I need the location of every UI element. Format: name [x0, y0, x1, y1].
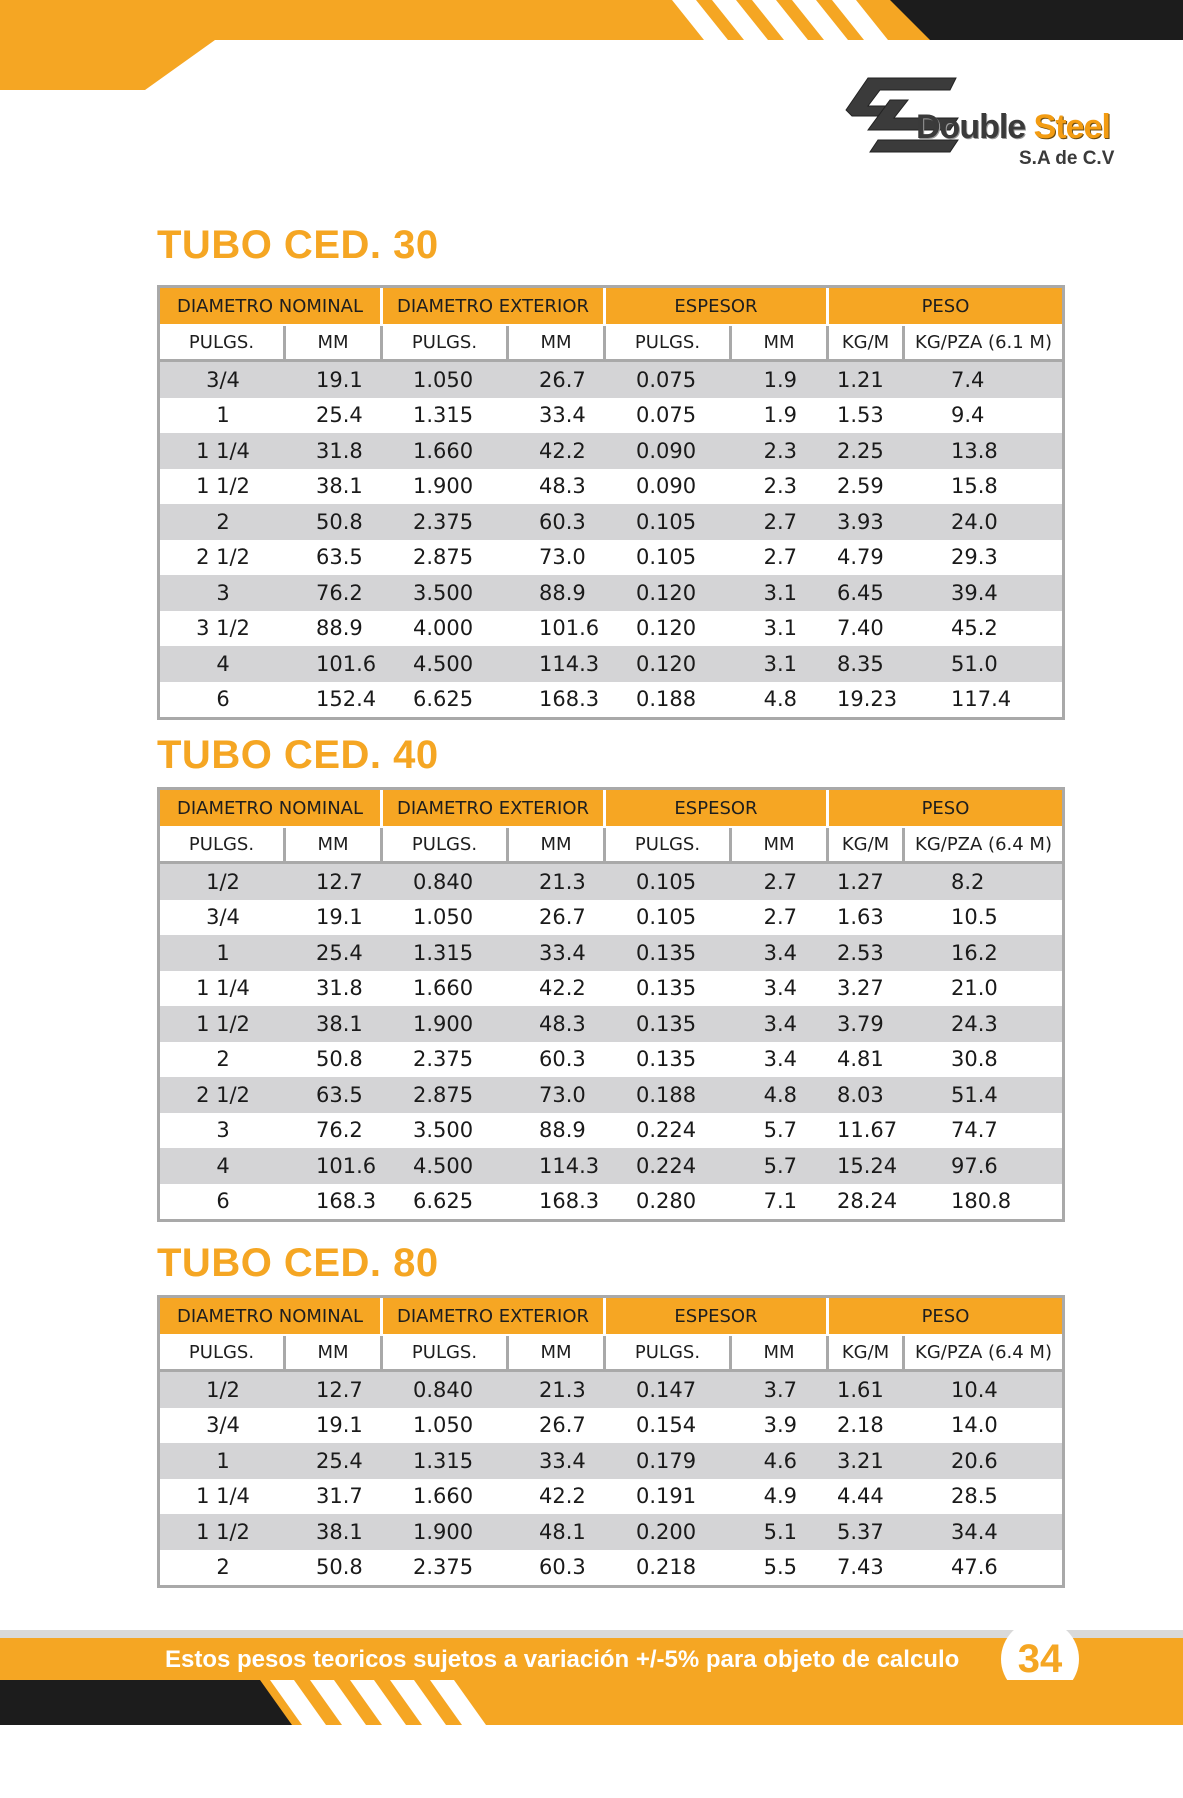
cell-exterior-pulgs: 0.840: [413, 1377, 474, 1402]
logo-word-double: Double: [916, 108, 1026, 146]
cell-peso-kgpza: 16.2: [951, 940, 998, 965]
cell-peso-kgm: 7.43: [837, 1555, 884, 1580]
cell-espesor-mm: 5.7: [763, 1118, 797, 1143]
sub-header-cell: PULGS.: [606, 1336, 732, 1369]
cell-espesor-pulgs: 0.105: [636, 869, 697, 894]
cell-peso-kgpza: 97.6: [951, 1153, 998, 1178]
cell-peso-kgm: 1.61: [837, 1377, 884, 1402]
sub-header-cell: MM: [509, 1336, 606, 1369]
cell-espesor-mm: 3.1: [763, 651, 797, 676]
cell-exterior-mm: 33.4: [539, 1448, 586, 1473]
company-logo: [838, 70, 1128, 180]
cell-exterior-mm: 114.3: [539, 651, 600, 676]
cell-peso-kgpza: 7.4: [951, 367, 985, 392]
table-row: [160, 1077, 1062, 1113]
footer-decoration: [0, 1680, 1183, 1725]
cell-exterior-pulgs: 1.050: [413, 1413, 474, 1438]
group-header-row: [160, 1298, 1062, 1334]
cell-peso-kgm: 8.03: [837, 1082, 884, 1107]
group-header-cell: DIAMETRO NOMINAL: [160, 790, 383, 826]
table-body: [160, 1372, 1062, 1585]
group-header-cell: PESO: [829, 288, 1062, 324]
group-header-cell: DIAMETRO EXTERIOR: [383, 288, 606, 324]
cell-exterior-mm: 21.3: [539, 1377, 586, 1402]
cell-nominal-mm: 76.2: [316, 580, 363, 605]
cell-nominal-pulgs: 2 1/2: [196, 545, 250, 570]
cell-nominal-pulgs: 6: [216, 1189, 230, 1214]
cell-exterior-pulgs: 2.375: [413, 509, 474, 534]
table-row: [160, 682, 1062, 718]
table-row: [160, 362, 1062, 398]
cell-peso-kgpza: 10.4: [951, 1377, 998, 1402]
table-row: [160, 504, 1062, 540]
cell-nominal-mm: 31.8: [316, 438, 363, 463]
cell-peso-kgm: 11.67: [837, 1118, 898, 1143]
cell-nominal-pulgs: 1 1/4: [196, 438, 250, 463]
cell-exterior-pulgs: 6.625: [413, 1189, 474, 1214]
table-row: [160, 1443, 1062, 1479]
sub-header-cell: PULGS.: [606, 828, 732, 861]
cell-exterior-mm: 21.3: [539, 869, 586, 894]
cell-exterior-pulgs: 2.875: [413, 1082, 474, 1107]
cell-exterior-mm: 60.3: [539, 1555, 586, 1580]
cell-nominal-mm: 38.1: [316, 1519, 363, 1544]
cell-espesor-pulgs: 0.120: [636, 616, 697, 641]
cell-nominal-mm: 50.8: [316, 1047, 363, 1072]
table-row: [160, 900, 1062, 936]
cell-espesor-pulgs: 0.154: [636, 1413, 697, 1438]
sub-header-cell: MM: [732, 828, 829, 861]
table-ced40: [157, 787, 1065, 1222]
table-row: [160, 971, 1062, 1007]
cell-espesor-pulgs: 0.135: [636, 1047, 697, 1072]
group-header-cell: DIAMETRO NOMINAL: [160, 288, 383, 324]
cell-nominal-mm: 63.5: [316, 1082, 363, 1107]
table-title-ced30: TUBO CED. 30: [157, 223, 439, 267]
cell-nominal-mm: 12.7: [316, 869, 363, 894]
group-header-cell: DIAMETRO EXTERIOR: [383, 790, 606, 826]
table-row: [160, 1042, 1062, 1078]
cell-nominal-pulgs: 1 1/2: [196, 474, 250, 499]
sub-header-cell: PULGS.: [160, 828, 286, 861]
cell-nominal-pulgs: 4: [216, 651, 230, 676]
cell-espesor-mm: 3.4: [763, 1047, 797, 1072]
cell-peso-kgpza: 20.6: [951, 1448, 998, 1473]
cell-espesor-mm: 1.9: [763, 367, 797, 392]
page-number: 34: [1001, 1620, 1079, 1698]
cell-espesor-mm: 5.1: [763, 1519, 797, 1544]
cell-peso-kgm: 4.79: [837, 545, 884, 570]
cell-exterior-mm: 60.3: [539, 509, 586, 534]
sub-header-cell: PULGS.: [160, 326, 286, 359]
cell-peso-kgm: 5.37: [837, 1519, 884, 1544]
cell-exterior-mm: 26.7: [539, 905, 586, 930]
cell-peso-kgm: 2.18: [837, 1413, 884, 1438]
table-row: [160, 1113, 1062, 1149]
cell-exterior-pulgs: 1.315: [413, 403, 474, 428]
table-row: [160, 575, 1062, 611]
cell-peso-kgpza: 180.8: [951, 1189, 1012, 1214]
footer-note: Estos pesos teoricos sujetos a variación +/-5% para objeto de calculo: [165, 1646, 960, 1673]
cell-espesor-mm: 2.3: [763, 474, 797, 499]
cell-espesor-mm: 2.7: [763, 905, 797, 930]
cell-exterior-pulgs: 2.375: [413, 1555, 474, 1580]
cell-espesor-mm: 3.7: [763, 1377, 797, 1402]
cell-peso-kgm: 3.79: [837, 1011, 884, 1036]
cell-peso-kgm: 15.24: [837, 1153, 898, 1178]
group-header-cell: PESO: [829, 1298, 1062, 1334]
cell-nominal-pulgs: 3/4: [206, 367, 240, 392]
cell-exterior-pulgs: 1.660: [413, 1484, 474, 1509]
cell-exterior-pulgs: 1.050: [413, 905, 474, 930]
cell-peso-kgm: 3.21: [837, 1448, 884, 1473]
table-body: [160, 362, 1062, 717]
logo-suffix: S.A de C.V: [1019, 148, 1115, 169]
cell-nominal-mm: 101.6: [316, 1153, 377, 1178]
cell-exterior-mm: 26.7: [539, 1413, 586, 1438]
table-row: [160, 1372, 1062, 1408]
sub-header-cell: KG/PZA (6.4 M): [905, 828, 1062, 861]
cell-peso-kgpza: 8.2: [951, 869, 985, 894]
sub-header-cell: KG/M: [829, 326, 905, 359]
cell-nominal-pulgs: 2: [216, 1555, 230, 1580]
cell-nominal-mm: 38.1: [316, 1011, 363, 1036]
cell-espesor-mm: 2.3: [763, 438, 797, 463]
cell-espesor-pulgs: 0.179: [636, 1448, 697, 1473]
sub-header-row: [160, 324, 1062, 362]
cell-espesor-mm: 5.7: [763, 1153, 797, 1178]
cell-exterior-mm: 33.4: [539, 940, 586, 965]
cell-peso-kgm: 3.93: [837, 509, 884, 534]
cell-espesor-mm: 4.8: [763, 1082, 797, 1107]
cell-espesor-mm: 3.9: [763, 1413, 797, 1438]
cell-exterior-mm: 42.2: [539, 976, 586, 1001]
table-row: [160, 611, 1062, 647]
cell-nominal-mm: 101.6: [316, 651, 377, 676]
cell-nominal-pulgs: 2 1/2: [196, 1082, 250, 1107]
cell-nominal-pulgs: 1 1/4: [196, 976, 250, 1001]
cell-peso-kgm: 1.21: [837, 367, 884, 392]
cell-nominal-mm: 63.5: [316, 545, 363, 570]
sub-header-cell: KG/PZA (6.4 M): [905, 1336, 1062, 1369]
cell-exterior-pulgs: 4.000: [413, 616, 474, 641]
cell-exterior-pulgs: 1.660: [413, 976, 474, 1001]
cell-nominal-mm: 31.7: [316, 1484, 363, 1509]
table-row: [160, 469, 1062, 505]
table-row: [160, 1184, 1062, 1220]
table-row: [160, 1408, 1062, 1444]
cell-exterior-mm: 73.0: [539, 545, 586, 570]
cell-espesor-pulgs: 0.120: [636, 580, 697, 605]
cell-peso-kgpza: 39.4: [951, 580, 998, 605]
cell-espesor-mm: 3.4: [763, 976, 797, 1001]
cell-espesor-mm: 2.7: [763, 545, 797, 570]
table-row: [160, 1148, 1062, 1184]
cell-espesor-mm: 2.7: [763, 869, 797, 894]
sub-header-cell: MM: [732, 326, 829, 359]
logo-wordmark: [916, 108, 1110, 147]
cell-nominal-pulgs: 1/2: [206, 869, 240, 894]
cell-exterior-mm: 101.6: [539, 616, 600, 641]
cell-nominal-mm: 12.7: [316, 1377, 363, 1402]
sub-header-cell: PULGS.: [383, 828, 509, 861]
cell-espesor-pulgs: 0.218: [636, 1555, 697, 1580]
cell-espesor-mm: 4.8: [763, 687, 797, 712]
cell-exterior-pulgs: 1.900: [413, 1011, 474, 1036]
table-row: [160, 1006, 1062, 1042]
cell-espesor-pulgs: 0.188: [636, 1082, 697, 1107]
cell-peso-kgpza: 47.6: [951, 1555, 998, 1580]
cell-nominal-pulgs: 2: [216, 509, 230, 534]
cell-peso-kgm: 28.24: [837, 1189, 898, 1214]
cell-exterior-pulgs: 3.500: [413, 580, 474, 605]
cell-nominal-mm: 50.8: [316, 1555, 363, 1580]
table-title-ced40: TUBO CED. 40: [157, 733, 439, 777]
cell-peso-kgpza: 24.0: [951, 509, 998, 534]
sub-header-cell: MM: [732, 1336, 829, 1369]
cell-nominal-mm: 168.3: [316, 1189, 377, 1214]
cell-nominal-mm: 25.4: [316, 940, 363, 965]
cell-espesor-pulgs: 0.120: [636, 651, 697, 676]
cell-nominal-pulgs: 3: [216, 1118, 230, 1143]
table-row: [160, 864, 1062, 900]
cell-peso-kgpza: 29.3: [951, 545, 998, 570]
cell-espesor-pulgs: 0.075: [636, 403, 697, 428]
cell-nominal-pulgs: 1 1/2: [196, 1011, 250, 1036]
table-row: [160, 1514, 1062, 1550]
cell-peso-kgpza: 30.8: [951, 1047, 998, 1072]
cell-espesor-mm: 4.9: [763, 1484, 797, 1509]
cell-espesor-pulgs: 0.135: [636, 976, 697, 1001]
cell-peso-kgpza: 15.8: [951, 474, 998, 499]
cell-peso-kgpza: 51.4: [951, 1082, 998, 1107]
cell-espesor-pulgs: 0.135: [636, 940, 697, 965]
cell-peso-kgm: 2.53: [837, 940, 884, 965]
cell-exterior-pulgs: 2.375: [413, 1047, 474, 1072]
cell-exterior-pulgs: 1.660: [413, 438, 474, 463]
cell-espesor-pulgs: 0.105: [636, 509, 697, 534]
cell-peso-kgm: 7.40: [837, 616, 884, 641]
cell-nominal-pulgs: 3/4: [206, 905, 240, 930]
cell-peso-kgm: 4.44: [837, 1484, 884, 1509]
cell-exterior-mm: 88.9: [539, 1118, 586, 1143]
cell-espesor-mm: 3.4: [763, 1011, 797, 1036]
cell-espesor-pulgs: 0.224: [636, 1153, 697, 1178]
cell-peso-kgm: 4.81: [837, 1047, 884, 1072]
cell-nominal-pulgs: 1: [216, 403, 230, 428]
cell-nominal-mm: 25.4: [316, 1448, 363, 1473]
cell-exterior-mm: 42.2: [539, 438, 586, 463]
cell-exterior-pulgs: 4.500: [413, 651, 474, 676]
cell-exterior-pulgs: 2.875: [413, 545, 474, 570]
cell-exterior-mm: 168.3: [539, 687, 600, 712]
cell-peso-kgm: 2.25: [837, 438, 884, 463]
cell-exterior-pulgs: 1.900: [413, 1519, 474, 1544]
cell-espesor-pulgs: 0.188: [636, 687, 697, 712]
table-row: [160, 433, 1062, 469]
cell-espesor-mm: 5.5: [763, 1555, 797, 1580]
cell-nominal-mm: 25.4: [316, 403, 363, 428]
cell-peso-kgpza: 9.4: [951, 403, 985, 428]
sub-header-cell: PULGS.: [160, 1336, 286, 1369]
cell-nominal-pulgs: 1 1/2: [196, 1519, 250, 1544]
table-ced80: [157, 1295, 1065, 1588]
cell-peso-kgm: 1.27: [837, 869, 884, 894]
cell-espesor-mm: 7.1: [763, 1189, 797, 1214]
cell-espesor-mm: 1.9: [763, 403, 797, 428]
cell-nominal-pulgs: 6: [216, 687, 230, 712]
cell-exterior-pulgs: 4.500: [413, 1153, 474, 1178]
cell-peso-kgpza: 34.4: [951, 1519, 998, 1544]
cell-peso-kgpza: 74.7: [951, 1118, 998, 1143]
cell-espesor-mm: 4.6: [763, 1448, 797, 1473]
cell-espesor-mm: 3.1: [763, 580, 797, 605]
sub-header-cell: PULGS.: [606, 326, 732, 359]
cell-peso-kgpza: 51.0: [951, 651, 998, 676]
cell-exterior-mm: 48.3: [539, 474, 586, 499]
cell-nominal-mm: 38.1: [316, 474, 363, 499]
table-row: [160, 398, 1062, 434]
group-header-cell: ESPESOR: [606, 790, 829, 826]
sub-header-cell: MM: [286, 828, 383, 861]
cell-exterior-pulgs: 1.315: [413, 1448, 474, 1473]
cell-espesor-pulgs: 0.090: [636, 438, 697, 463]
cell-espesor-pulgs: 0.191: [636, 1484, 697, 1509]
cell-peso-kgm: 2.59: [837, 474, 884, 499]
cell-nominal-pulgs: 3: [216, 580, 230, 605]
cell-nominal-mm: 31.8: [316, 976, 363, 1001]
cell-nominal-pulgs: 1/2: [206, 1377, 240, 1402]
cell-peso-kgpza: 28.5: [951, 1484, 998, 1509]
cell-nominal-pulgs: 3/4: [206, 1413, 240, 1438]
cell-peso-kgm: 8.35: [837, 651, 884, 676]
cell-exterior-mm: 26.7: [539, 367, 586, 392]
sub-header-cell: MM: [509, 326, 606, 359]
cell-nominal-mm: 19.1: [316, 367, 363, 392]
table-row: [160, 540, 1062, 576]
cell-espesor-pulgs: 0.224: [636, 1118, 697, 1143]
cell-exterior-pulgs: 1.315: [413, 940, 474, 965]
logo-word-steel: Steel: [1033, 108, 1110, 146]
group-header-cell: PESO: [829, 790, 1062, 826]
cell-exterior-pulgs: 3.500: [413, 1118, 474, 1143]
group-header-cell: DIAMETRO EXTERIOR: [383, 1298, 606, 1334]
cell-nominal-pulgs: 1: [216, 1448, 230, 1473]
cell-espesor-pulgs: 0.105: [636, 545, 697, 570]
table-title-ced80: TUBO CED. 80: [157, 1241, 439, 1285]
cell-exterior-mm: 73.0: [539, 1082, 586, 1107]
cell-espesor-pulgs: 0.200: [636, 1519, 697, 1544]
table-row: [160, 1550, 1062, 1586]
cell-nominal-mm: 152.4: [316, 687, 377, 712]
cell-exterior-mm: 42.2: [539, 1484, 586, 1509]
cell-exterior-mm: 168.3: [539, 1189, 600, 1214]
table-row: [160, 646, 1062, 682]
cell-exterior-pulgs: 1.050: [413, 367, 474, 392]
cell-espesor-pulgs: 0.280: [636, 1189, 697, 1214]
sub-header-row: [160, 1334, 1062, 1372]
group-header-cell: ESPESOR: [606, 288, 829, 324]
cell-exterior-pulgs: 1.900: [413, 474, 474, 499]
cell-espesor-pulgs: 0.075: [636, 367, 697, 392]
table-row: [160, 935, 1062, 971]
cell-exterior-pulgs: 0.840: [413, 869, 474, 894]
group-header-row: [160, 288, 1062, 324]
cell-espesor-pulgs: 0.147: [636, 1377, 697, 1402]
cell-nominal-pulgs: 1 1/4: [196, 1484, 250, 1509]
footer-divider: [0, 1630, 1183, 1638]
cell-exterior-pulgs: 6.625: [413, 687, 474, 712]
cell-nominal-mm: 19.1: [316, 905, 363, 930]
cell-exterior-mm: 48.1: [539, 1519, 586, 1544]
group-header-row: [160, 790, 1062, 826]
cell-peso-kgm: 3.27: [837, 976, 884, 1001]
cell-exterior-mm: 88.9: [539, 580, 586, 605]
cell-nominal-pulgs: 2: [216, 1047, 230, 1072]
cell-espesor-mm: 2.7: [763, 509, 797, 534]
cell-espesor-pulgs: 0.105: [636, 905, 697, 930]
cell-exterior-mm: 114.3: [539, 1153, 600, 1178]
sub-header-row: [160, 826, 1062, 864]
table-body: [160, 864, 1062, 1219]
cell-peso-kgm: 1.53: [837, 403, 884, 428]
cell-exterior-mm: 48.3: [539, 1011, 586, 1036]
group-header-cell: ESPESOR: [606, 1298, 829, 1334]
cell-espesor-pulgs: 0.090: [636, 474, 697, 499]
cell-peso-kgpza: 21.0: [951, 976, 998, 1001]
cell-espesor-mm: 3.1: [763, 616, 797, 641]
cell-peso-kgpza: 14.0: [951, 1413, 998, 1438]
cell-espesor-pulgs: 0.135: [636, 1011, 697, 1036]
cell-nominal-mm: 76.2: [316, 1118, 363, 1143]
sub-header-cell: MM: [509, 828, 606, 861]
sub-header-cell: MM: [286, 326, 383, 359]
cell-nominal-mm: 50.8: [316, 509, 363, 534]
cell-peso-kgpza: 13.8: [951, 438, 998, 463]
cell-exterior-mm: 60.3: [539, 1047, 586, 1072]
cell-nominal-mm: 19.1: [316, 1413, 363, 1438]
cell-nominal-mm: 88.9: [316, 616, 363, 641]
cell-espesor-mm: 3.4: [763, 940, 797, 965]
cell-nominal-pulgs: 3 1/2: [196, 616, 250, 641]
group-header-cell: DIAMETRO NOMINAL: [160, 1298, 383, 1334]
table-ced30: [157, 285, 1065, 720]
cell-exterior-mm: 33.4: [539, 403, 586, 428]
cell-peso-kgpza: 45.2: [951, 616, 998, 641]
sub-header-cell: KG/M: [829, 1336, 905, 1369]
sub-header-cell: KG/PZA (6.1 M): [905, 326, 1062, 359]
sub-header-cell: PULGS.: [383, 326, 509, 359]
cell-nominal-pulgs: 4: [216, 1153, 230, 1178]
cell-peso-kgpza: 117.4: [951, 687, 1012, 712]
table-row: [160, 1479, 1062, 1515]
cell-peso-kgpza: 24.3: [951, 1011, 998, 1036]
cell-peso-kgm: 6.45: [837, 580, 884, 605]
sub-header-cell: MM: [286, 1336, 383, 1369]
cell-peso-kgm: 1.63: [837, 905, 884, 930]
cell-peso-kgm: 19.23: [837, 687, 898, 712]
cell-nominal-pulgs: 1: [216, 940, 230, 965]
sub-header-cell: KG/M: [829, 828, 905, 861]
cell-peso-kgpza: 10.5: [951, 905, 998, 930]
sub-header-cell: PULGS.: [383, 1336, 509, 1369]
